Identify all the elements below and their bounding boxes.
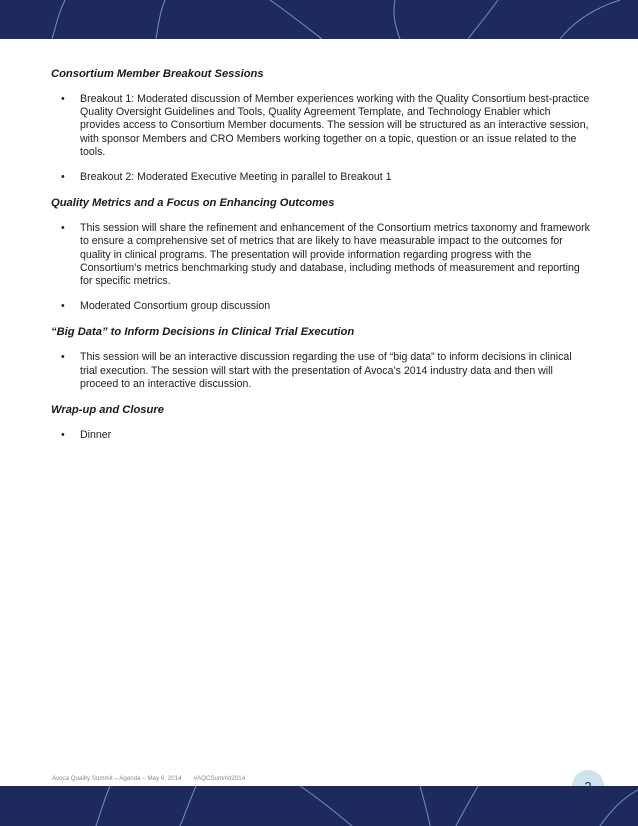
bullet-list (51, 429, 591, 442)
list-item-text: Dinner (80, 429, 112, 442)
agenda-content (51, 67, 591, 454)
section-heading: Wrap-up and Closure (51, 404, 164, 417)
list-item (51, 429, 591, 442)
bullet-icon: • (61, 429, 65, 442)
footer-hashtag: #AQCSummit2014 (193, 775, 246, 782)
footer-band (0, 786, 638, 826)
section-quality-metrics (51, 196, 591, 313)
list-item-text: This session will be an interactive discussion regarding the use of “big data” to inform decisions in clinical trial execution. The session will start with the presentation of Avoca’s 2014 industry data and then will proceed to an interactive discussion. (80, 351, 572, 390)
footer-decoration (0, 786, 638, 826)
list-item (51, 93, 591, 159)
header-band (0, 0, 638, 39)
header-decoration (0, 0, 638, 39)
section-heading: Consortium Member Breakout Sessions (51, 68, 264, 80)
list-item-text: This session will share the refinement and enhancement of the Consortium metrics taxonomy and framework to ensure a comprehensive set of metrics that are likely to have measurable impact to the outcomes for quality in clinical programs. The presentation will provide information regarding progress with the Consortium’s metrics benchmarking study and database, including methods of measurement and reporting for specific metrics. (80, 222, 590, 288)
bullet-icon: • (61, 93, 65, 105)
list-item (51, 222, 591, 288)
list-item-text: Breakout 1: Moderated discussion of Member experiences working with the Quality Consortium best-practice Quality Oversight Guidelines and Tools, Quality Agreement Template, and Technology Enabler which provides access to Consortium Member documents. The session will be structured as an interactive session, with sponsor Members and CRO Members working together on a topic, question or an issue related to the tools. (80, 93, 590, 158)
bullet-icon: • (61, 300, 65, 313)
section-big-data (51, 325, 591, 391)
section-heading: Quality Metrics and a Focus on Enhancing Outcomes (51, 197, 335, 210)
list-item-text: Moderated Consortium group discussion (80, 300, 271, 313)
bullet-list (51, 222, 591, 313)
page-footer (52, 775, 245, 782)
bullet-list (51, 93, 591, 184)
list-item (51, 171, 591, 184)
section-breakout-sessions (51, 67, 591, 184)
section-wrap-up (51, 403, 591, 442)
bullet-icon: • (61, 171, 65, 184)
bullet-icon: • (61, 222, 65, 235)
list-item (51, 300, 591, 313)
bullet-list (51, 351, 591, 391)
footer-label: Avoca Quality Summit – Agenda – May 6, 2014 (52, 775, 182, 782)
section-heading: “Big Data” to Inform Decisions in Clinical Trial Execution (51, 326, 355, 339)
bullet-icon: • (61, 351, 65, 364)
list-item-text: Breakout 2: Moderated Executive Meeting in parallel to Breakout 1 (80, 171, 392, 184)
list-item (51, 351, 591, 391)
